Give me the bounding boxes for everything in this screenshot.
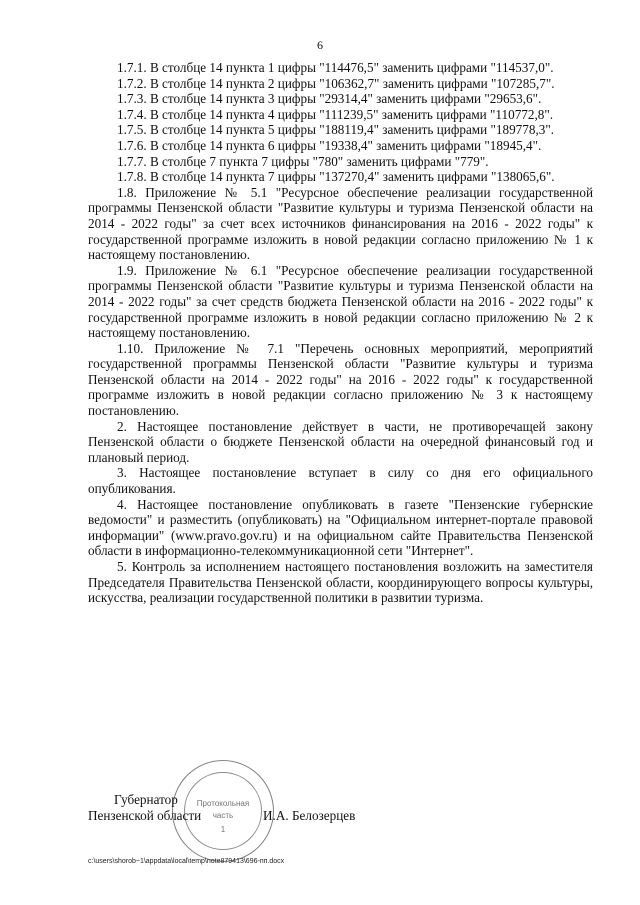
paragraph-1-8: 1.8. Приложение № 5.1 "Ресурсное обеспечение реализации государственной программы Пензенской области "Развитие культуры и туризма Пензенской области на 2014 - 2022 годы" за счет всех источников финансирования на 2016 - 2022 годы" к государственной программе изложить в новой редакции согласно приложению № 1 к настоящему постановлению. bbox=[88, 184, 593, 263]
paragraph-3: 3. Настоящее постановление вступает в силу со дня его официального опубликования. bbox=[88, 465, 593, 497]
paragraph-1-10: 1.10. Приложение № 7.1 "Перечень основных мероприятий, мероприятий государственной программы Пензенской области "Развитие культуры и туризма Пензенской области на 2014 - 2022 годы" на 2016 - 2022 годы" к государственной программе изложить в новой редакции согласно приложению № 3 к настоящему постановлению. bbox=[88, 340, 593, 419]
paragraph-1-7-1: 1.7.1. В столбце 14 пункта 1 цифры "114476,5" заменить цифрами "114537,0". bbox=[117, 60, 554, 75]
paragraph-1-7-7: 1.7.7. В столбце 7 пункта 7 цифры "780" заменить цифрами "779". bbox=[117, 153, 489, 169]
signatory-title: Губернатор bbox=[114, 792, 178, 807]
paragraph-1-7-4: 1.7.4. В столбце 14 пункта 4 цифры "111239,5" заменить цифрами "110772,8". bbox=[117, 106, 554, 122]
paragraph-5: 5. Контроль за исполнением настоящего постановления возложить на заместителя Председателя Правительства Пензенской области, координирующего вопросы культуры, искусства, реализации государственной политики в развитии туризма. bbox=[88, 559, 593, 606]
seal-text-line1: Протокольная bbox=[196, 799, 250, 808]
signatory-region: Пензенской области bbox=[88, 808, 202, 823]
document-body bbox=[88, 60, 593, 606]
paragraph-4: 4. Настоящее постановление опубликовать в газете "Пензенские губернские ведомости" и разместить (опубликовать) на "Официальном интернет-портале правовой информации" (www.pravo.gov.ru) и на официальном сайте Правительства Пензенской области в информационно-телекоммуникационной сети "Интернет". bbox=[88, 496, 593, 559]
paragraph-1-7-3: 1.7.3. В столбце 14 пункта 3 цифры "29314,4" заменить цифрами "29653,6". bbox=[117, 91, 542, 107]
page-number: 6 bbox=[317, 38, 323, 52]
paragraph-1-9: 1.9. Приложение № 6.1 "Ресурсное обеспечение реализации государственной программы Пензенской области "Развитие культуры и туризма Пензенской области на 2014 - 2022 годы" за счет средств бюджета Пензенской области на 2016 - 2022 годы" к государственной программе изложить в новой редакции согласно приложению № 2 к настоящему постановлению. bbox=[88, 262, 593, 341]
signatory-name: И.А. Белозерцев bbox=[263, 808, 356, 823]
paragraph-1-7-2: 1.7.2. В столбце 14 пункта 2 цифры "106362,7" заменить цифрами "107285,7". bbox=[117, 75, 555, 91]
paragraph-2: 2. Настоящее постановление действует в части, не противоречащей закону Пензенской области о бюджете Пензенской области на очередной финансовый год и плановый период. bbox=[88, 418, 593, 465]
paragraph-1-7-8: 1.7.8. В столбце 14 пункта 7 цифры "137270,4" заменить цифрами "138065,6". bbox=[117, 169, 555, 185]
seal-text-line2: часть bbox=[212, 811, 234, 820]
signatory-line bbox=[88, 808, 593, 824]
file-path-footer: c:\users\shorob~1\appdata\local\temp\note879413\696-пп.docx bbox=[88, 858, 285, 865]
seal-text-line3: 1 bbox=[220, 825, 226, 834]
signature-block bbox=[88, 792, 593, 824]
paragraph-1-7-6: 1.7.6. В столбце 14 пункта 6 цифры "19338,4" заменить цифрами "18945,4". bbox=[117, 137, 542, 153]
paragraph-1-7-5: 1.7.5. В столбце 14 пункта 5 цифры "188119,4" заменить цифрами "189778,3". bbox=[117, 122, 555, 138]
